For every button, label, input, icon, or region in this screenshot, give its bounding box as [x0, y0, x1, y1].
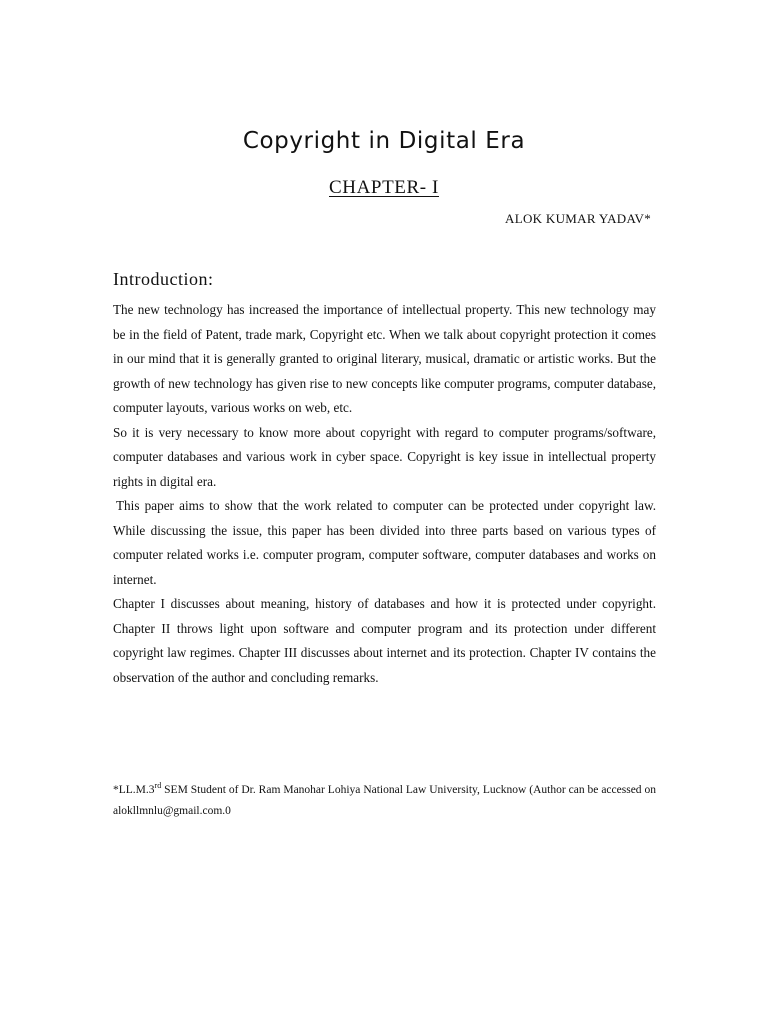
footnote-superscript: rd: [154, 781, 162, 791]
footnote-text: SEM Student of Dr. Ram Manohar Lohiya National Law University, Lucknow (Author can be accessed on alokllmnlu@gmail.com.0: [113, 784, 656, 817]
paragraph: So it is very necessary to know more about copyright with regard to computer programs/software, computer databases and various work in cyber space. Copyright is key issue in intellectual property rights in digital era.: [113, 424, 656, 489]
chapter-heading: [0, 175, 768, 201]
paragraph: Chapter I discusses about meaning, history of databases and how it is protected under copyright. Chapter II throws light upon software and computer program and its protection under different copyright law regimes. Chapter III discusses about internet and its protection. Chapter IV contains the observation of the author and concluding remarks.: [113, 596, 656, 685]
footnote-prefix: *LL.M.3: [113, 784, 155, 796]
paragraph: The new technology has increased the importance of intellectual property. This new technology may be in the field of Patent, trade mark, Copyright etc. When we talk about copyright protection it comes in our mind that it is generally granted to original literary, musical, dramatic or artistic works. But the growth of new technology has given rise to new concepts like computer programs, computer database, computer layouts, various works on web, etc.: [113, 302, 656, 415]
section-heading: Introduction:: [113, 269, 214, 289]
footnote: [113, 780, 656, 822]
author-name: ALOK KUMAR YADAV*: [505, 211, 651, 226]
body-text: [113, 298, 656, 690]
paragraph: This paper aims to show that the work related to computer can be protected under copyright law. While discussing the issue, this paper has been divided into three parts based on various types of computer related works i.e. computer program, computer software, computer databases and works on internet.: [113, 498, 656, 587]
chapter-label: CHAPTER- I: [329, 177, 439, 198]
document-title: Copyright in Digital Era: [242, 128, 526, 154]
